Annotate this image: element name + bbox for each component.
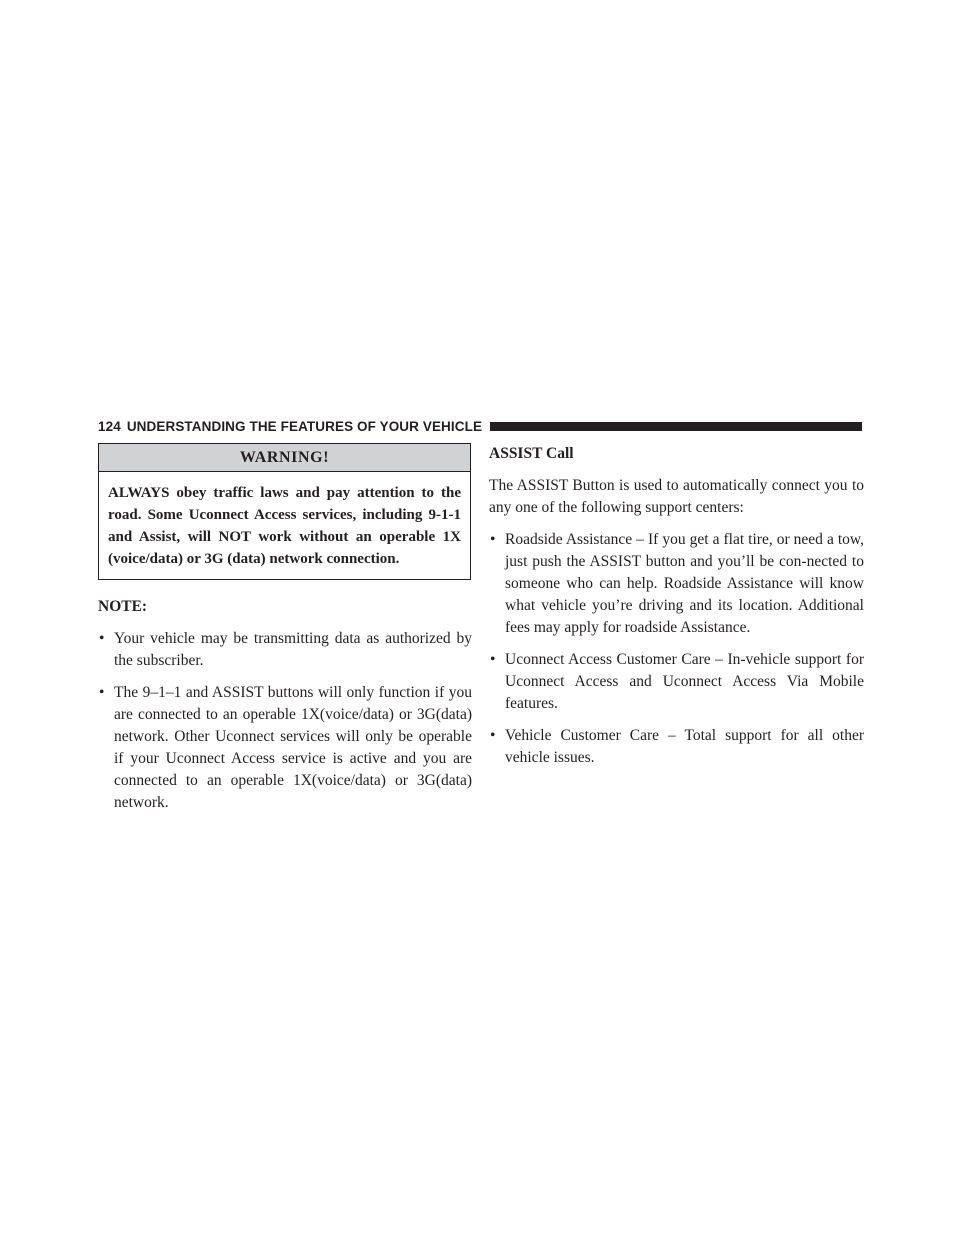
assist-bullet [489,725,864,769]
bullet-dot: • [490,651,496,668]
warning-box [98,443,471,580]
note-bullet [98,682,472,814]
note-heading: NOTE: [98,598,148,615]
right-column [489,443,864,779]
assist-intro: The ASSIST Button is used to automatically connect you to any one of the following support centers: [489,477,864,516]
note-bullet-text: Your vehicle may be transmitting data as authorized by the subscriber. [114,630,472,669]
page-header [98,417,862,435]
header-rule [490,422,862,431]
bullet-dot: • [99,684,105,701]
left-column [98,443,472,824]
assist-bullet [489,529,864,639]
assist-bullet-text: Roadside Assistance – If you get a flat tire, or need a tow, just push the ASSIST button and you’ll be con-nected to someone who can help. Roadside Assistance will know what vehicle you’re driving and its location. Additional fees may apply for roadside Assistance. [505,531,864,636]
bullet-dot: • [490,727,496,744]
note-bullet-text: The 9–1–1 and ASSIST buttons will only function if you are connected to an operable 1X(voice/data) or 3G(data) network. Other Uconnect services will only be operable if your Uconnect Access service is active and you are connected to an operable 1X(voice/data) or 3G(data) network. [114,684,472,811]
warning-title: WARNING! [99,444,470,472]
note-bullet [98,628,472,672]
assist-call-heading: ASSIST Call [489,445,574,462]
assist-bullet-text: Vehicle Customer Care – Total support for all other vehicle issues. [505,727,864,766]
bullet-dot: • [490,531,496,548]
bullet-dot: • [99,630,105,647]
assist-bullet-text: Uconnect Access Customer Care – In-vehicle support for Uconnect Access and Uconnect Access Via Mobile features. [505,651,864,712]
page-number: 124 [98,418,121,434]
warning-text: ALWAYS obey traffic laws and pay attention to the road. Some Uconnect Access services, including 9-1-1 and Assist, will NOT work without an operable 1X (voice/data) or 3G (data) network connection. [108,485,461,567]
assist-bullet [489,649,864,715]
section-title: UNDERSTANDING THE FEATURES OF YOUR VEHICLE [126,418,483,434]
